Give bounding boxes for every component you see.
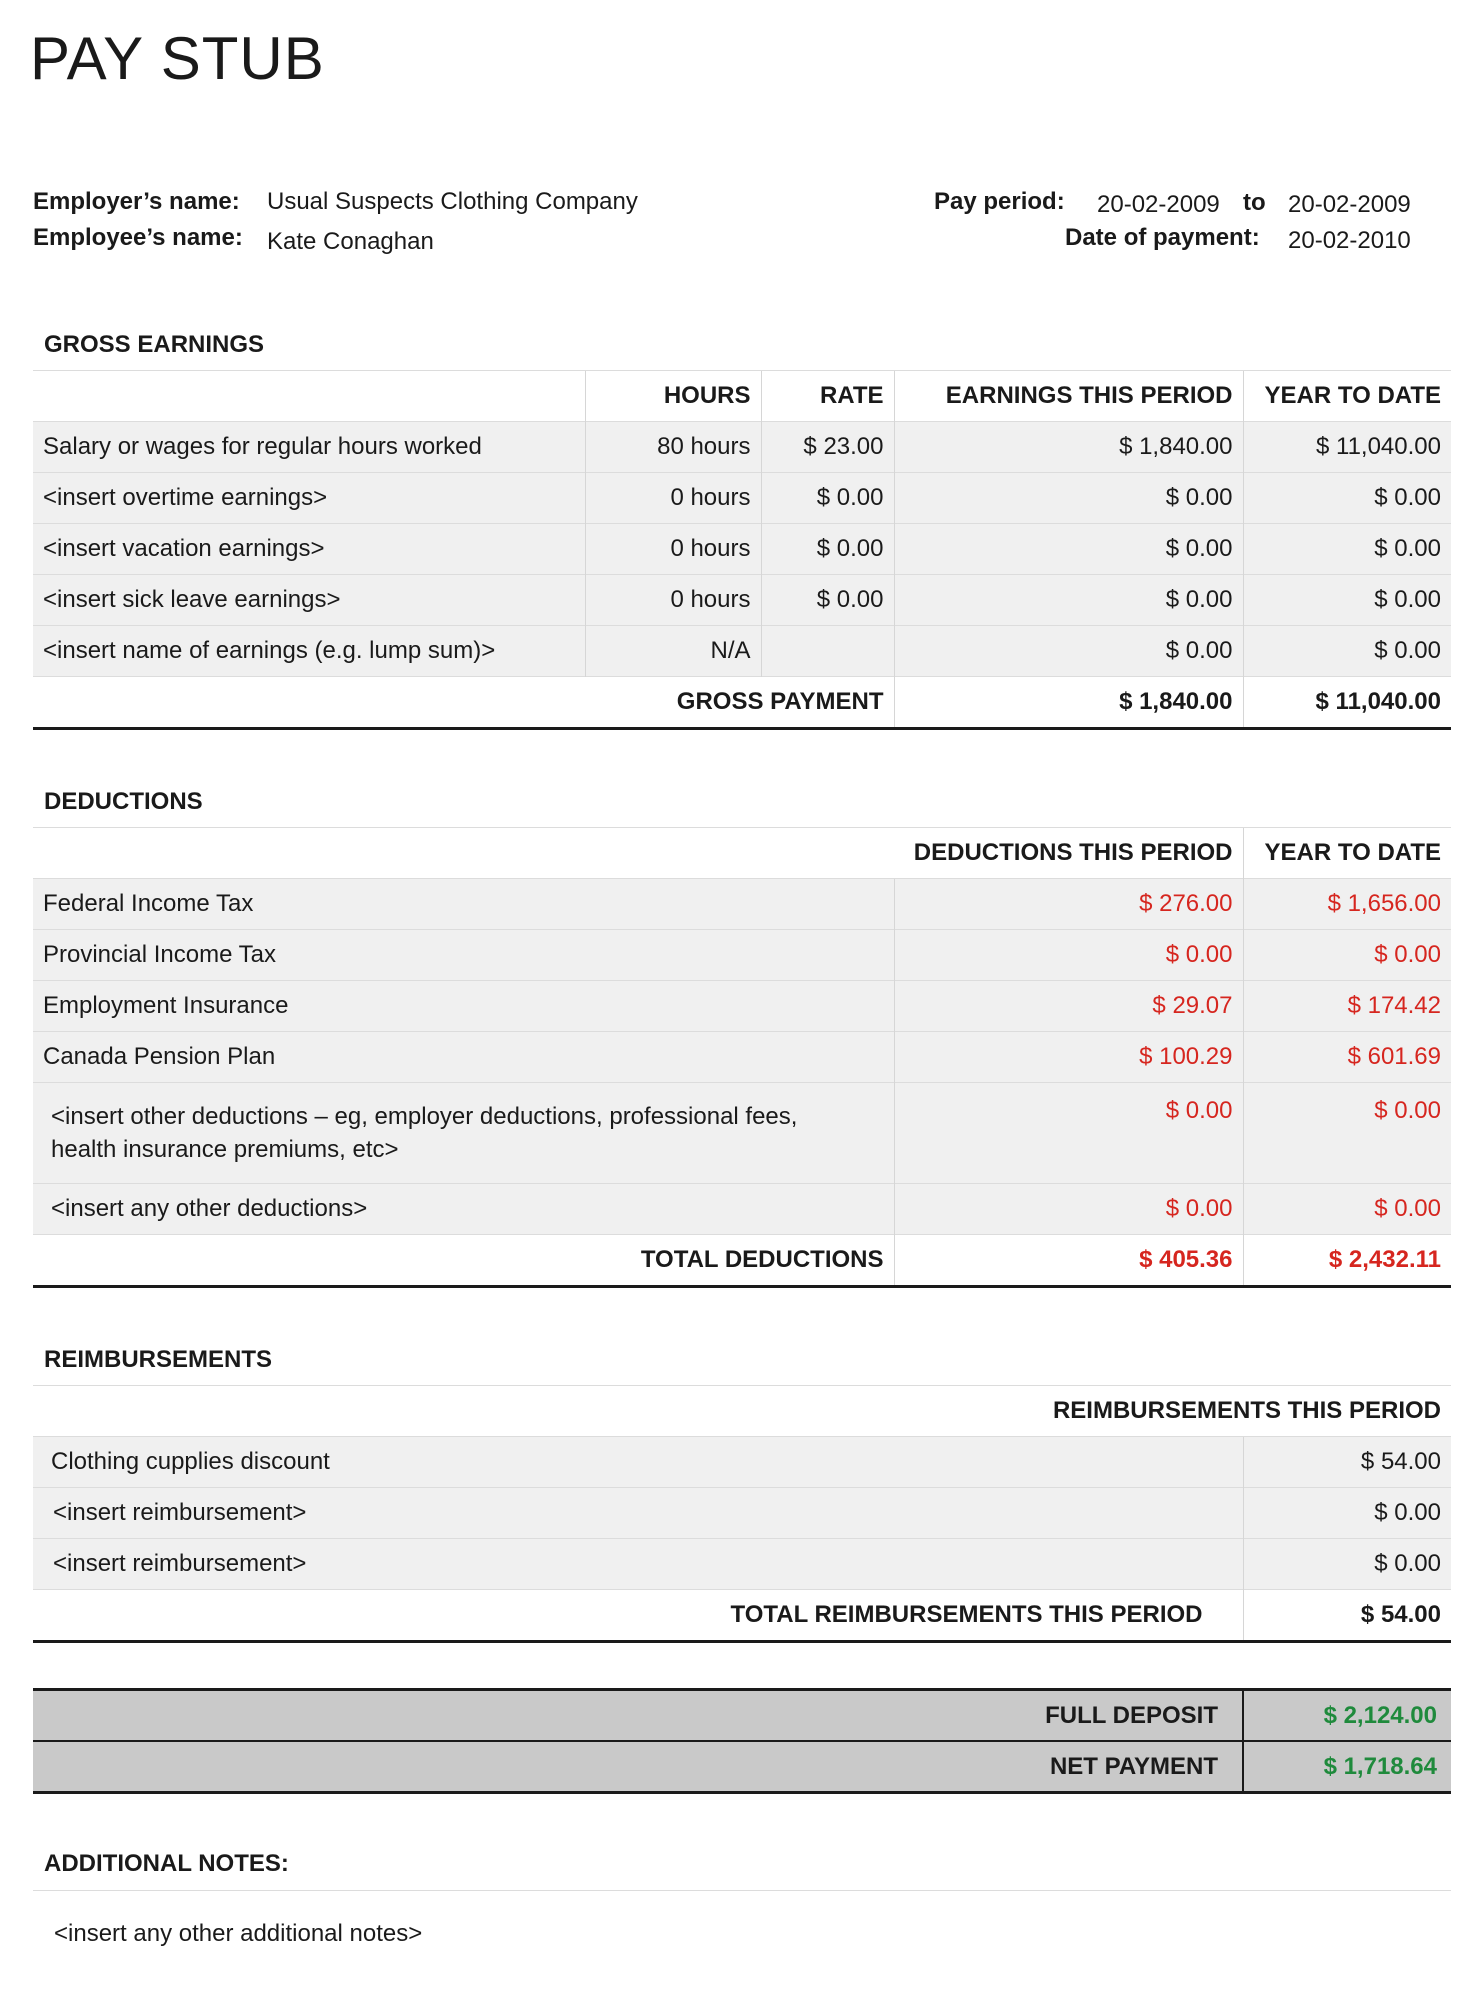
pay-period-label: Pay period:: [934, 188, 1065, 215]
header-ytd: YEAR TO DATE: [1243, 828, 1451, 879]
earning-ytd: $ 0.00: [1243, 626, 1451, 677]
gross-payment-period: $ 1,840.00: [894, 677, 1243, 729]
deduction-ytd: $ 174.42: [1243, 981, 1451, 1032]
deduction-label: Employment Insurance: [33, 981, 894, 1032]
earning-hours: 0 hours: [585, 575, 761, 626]
earning-rate: $ 0.00: [761, 524, 894, 575]
earning-ytd: $ 0.00: [1243, 524, 1451, 575]
reimbursement-amount: $ 54.00: [1243, 1437, 1451, 1488]
earning-period: $ 0.00: [894, 473, 1243, 524]
table-header-row: [33, 371, 1451, 422]
notes-title: ADDITIONAL NOTES:: [44, 1850, 289, 1877]
gross-payment-ytd: $ 11,040.00: [1243, 677, 1451, 729]
earning-period: $ 0.00: [894, 626, 1243, 677]
deduction-ytd: $ 0.00: [1243, 1184, 1451, 1235]
earning-period: $ 0.00: [894, 575, 1243, 626]
earning-hours: 0 hours: [585, 473, 761, 524]
deduction-label: Federal Income Tax: [33, 879, 894, 930]
earning-label: <insert vacation earnings>: [33, 524, 585, 575]
total-reimbursements-amount: $ 54.00: [1243, 1590, 1451, 1642]
header-cell: [33, 828, 894, 879]
notes-divider: [33, 1890, 1451, 1891]
earning-hours: 80 hours: [585, 422, 761, 473]
table-row: [33, 1184, 1451, 1235]
deduction-label: <insert any other deductions>: [33, 1184, 894, 1235]
earning-rate: $ 0.00: [761, 473, 894, 524]
deduction-ytd: $ 601.69: [1243, 1032, 1451, 1083]
net-payment-value: $ 1,718.64: [1243, 1741, 1451, 1793]
net-payment-label: NET PAYMENT: [33, 1741, 1243, 1793]
header-deductions-period: DEDUCTIONS THIS PERIOD: [894, 828, 1243, 879]
gross-earnings-title: GROSS EARNINGS: [44, 331, 265, 358]
table-row: [33, 626, 1451, 677]
header-ytd: YEAR TO DATE: [1243, 371, 1451, 422]
table-row: [33, 1032, 1451, 1083]
reimbursement-label: <insert reimbursement>: [33, 1539, 1243, 1590]
reimbursement-amount: $ 0.00: [1243, 1488, 1451, 1539]
earning-period: $ 0.00: [894, 524, 1243, 575]
employee-label: Employee’s name:: [33, 224, 243, 251]
table-row: [33, 1083, 1451, 1184]
table-row: [33, 981, 1451, 1032]
gross-payment-label: GROSS PAYMENT: [33, 677, 894, 729]
header-rate: RATE: [761, 371, 894, 422]
header-cell: [33, 371, 585, 422]
deduction-ytd: $ 0.00: [1243, 1083, 1451, 1184]
full-deposit-value: $ 2,124.00: [1243, 1690, 1451, 1742]
gross-payment-row: [33, 677, 1451, 729]
deduction-period: $ 0.00: [894, 1184, 1243, 1235]
deduction-label: Canada Pension Plan: [33, 1032, 894, 1083]
pay-period-to-label: to: [1243, 189, 1266, 216]
deduction-period: $ 276.00: [894, 879, 1243, 930]
total-deductions-row: [33, 1235, 1451, 1287]
table-row: [33, 473, 1451, 524]
earning-period: $ 1,840.00: [894, 422, 1243, 473]
earning-ytd: $ 11,040.00: [1243, 422, 1451, 473]
deductions-table: [33, 827, 1451, 1288]
payment-date-label: Date of payment:: [1065, 224, 1260, 251]
header-hours: HOURS: [585, 371, 761, 422]
table-header-row: [33, 1386, 1451, 1437]
payment-date-value: 20-02-2010: [1288, 227, 1411, 254]
employer-label: Employer’s name:: [33, 188, 240, 215]
deduction-period: $ 0.00: [894, 1083, 1243, 1184]
earning-label: <insert name of earnings (e.g. lump sum)>: [33, 626, 585, 677]
table-row: [33, 422, 1451, 473]
earning-label: Salary or wages for regular hours worked: [33, 422, 585, 473]
earning-ytd: $ 0.00: [1243, 473, 1451, 524]
page-title: PAY STUB: [30, 25, 325, 92]
table-header-row: [33, 828, 1451, 879]
total-reimbursements-label: TOTAL REIMBURSEMENTS THIS PERIOD: [33, 1590, 1243, 1642]
pay-period-to: 20-02-2009: [1288, 191, 1411, 218]
net-payment-row: [33, 1741, 1451, 1793]
header-earnings-period: EARNINGS THIS PERIOD: [894, 371, 1243, 422]
deductions-title: DEDUCTIONS: [44, 788, 203, 815]
total-deductions-label: TOTAL DEDUCTIONS: [33, 1235, 894, 1287]
reimbursement-label: <insert reimbursement>: [33, 1488, 1243, 1539]
reimbursements-table: [33, 1385, 1451, 1643]
deduction-period: $ 29.07: [894, 981, 1243, 1032]
deduction-ytd: $ 1,656.00: [1243, 879, 1451, 930]
earning-label: <insert sick leave earnings>: [33, 575, 585, 626]
table-row: [33, 575, 1451, 626]
earning-hours: 0 hours: [585, 524, 761, 575]
full-deposit-label: FULL DEPOSIT: [33, 1690, 1243, 1742]
deduction-label: Provincial Income Tax: [33, 930, 894, 981]
earning-label: <insert overtime earnings>: [33, 473, 585, 524]
earning-rate: $ 0.00: [761, 575, 894, 626]
table-row: [33, 524, 1451, 575]
notes-text: <insert any other additional notes>: [54, 1920, 423, 1947]
table-row: [33, 1488, 1451, 1539]
pay-period-from: 20-02-2009: [1097, 191, 1220, 218]
total-deductions-period: $ 405.36: [894, 1235, 1243, 1287]
payment-summary: [33, 1688, 1451, 1794]
total-deductions-ytd: $ 2,432.11: [1243, 1235, 1451, 1287]
reimbursement-amount: $ 0.00: [1243, 1539, 1451, 1590]
gross-earnings-table: [33, 370, 1451, 730]
employer-value: Usual Suspects Clothing Company: [267, 188, 638, 215]
header-reimbursements-period: REIMBURSEMENTS THIS PERIOD: [33, 1386, 1451, 1437]
deduction-period: $ 100.29: [894, 1032, 1243, 1083]
table-row: [33, 930, 1451, 981]
full-deposit-row: [33, 1690, 1451, 1742]
deduction-label: <insert other deductions – eg, employer deductions, professional fees, health insurance premiums, etc>: [33, 1083, 894, 1184]
earning-rate: $ 23.00: [761, 422, 894, 473]
reimbursements-title: REIMBURSEMENTS: [44, 1346, 273, 1373]
reimbursement-label: Clothing cupplies discount: [33, 1437, 1243, 1488]
table-row: [33, 1437, 1451, 1488]
table-row: [33, 879, 1451, 930]
employee-value: Kate Conaghan: [267, 228, 434, 255]
earning-hours: N/A: [585, 626, 761, 677]
earning-ytd: $ 0.00: [1243, 575, 1451, 626]
table-row: [33, 1539, 1451, 1590]
deduction-period: $ 0.00: [894, 930, 1243, 981]
deduction-ytd: $ 0.00: [1243, 930, 1451, 981]
earning-rate: [761, 626, 894, 677]
total-reimbursements-row: [33, 1590, 1451, 1642]
